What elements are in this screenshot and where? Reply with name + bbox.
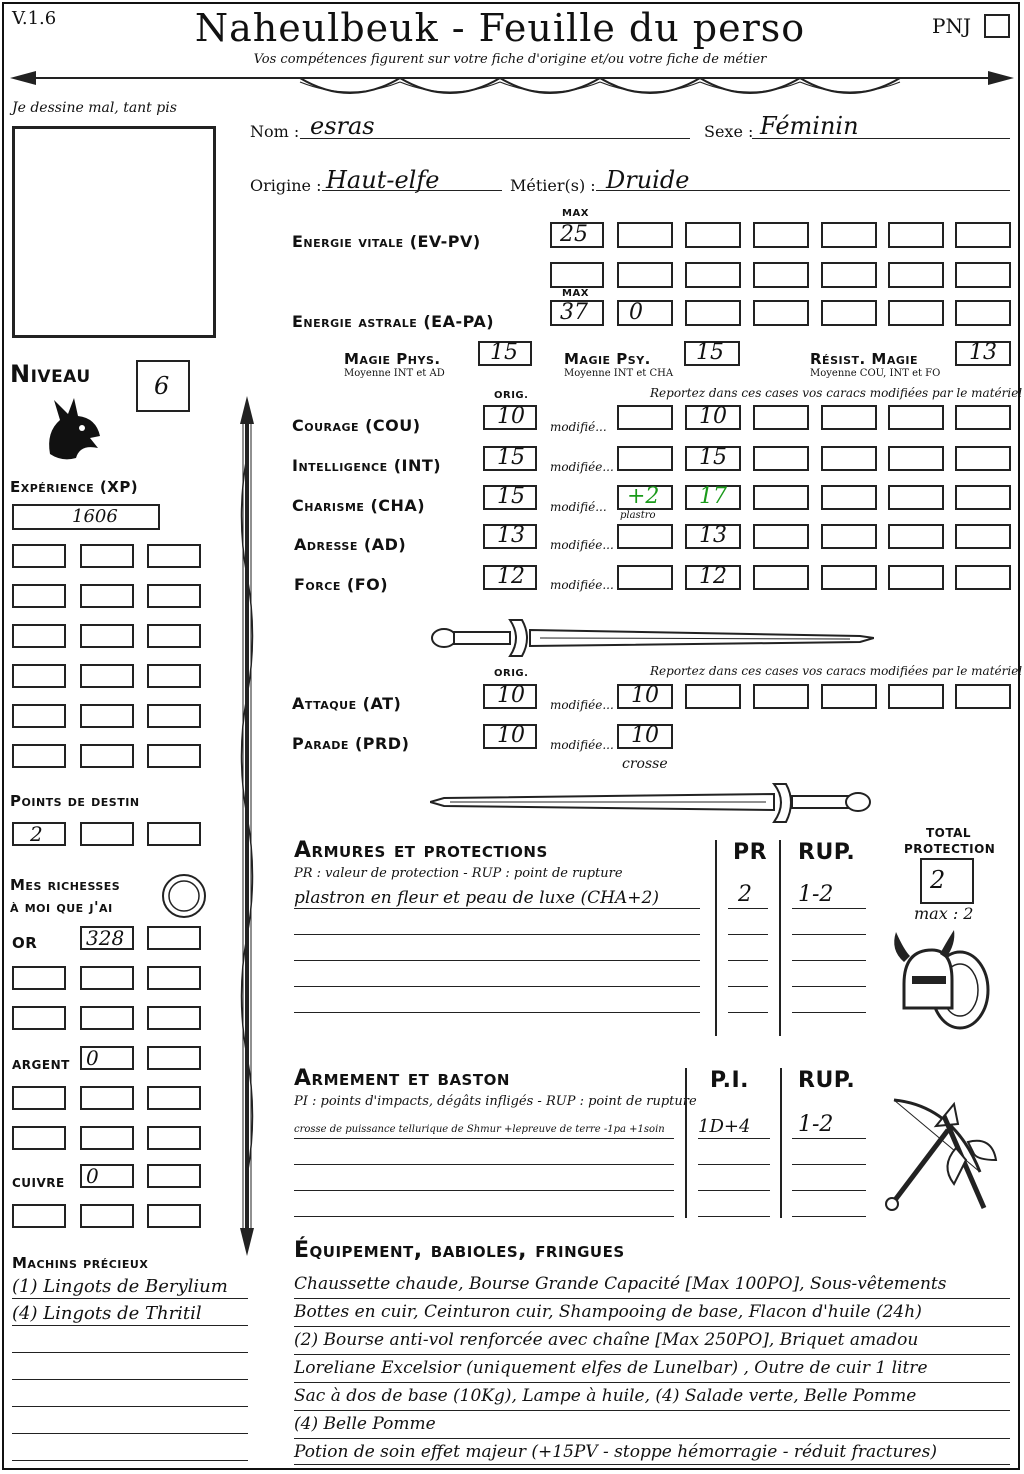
resist-magie-label: Résist. Magie xyxy=(810,350,919,368)
xp-box[interactable] xyxy=(80,544,134,568)
carac-orig-box[interactable] xyxy=(483,446,537,471)
attaque-box[interactable] xyxy=(685,684,741,709)
armement-pi-label: P.I. xyxy=(710,1068,749,1093)
carac-orig-box[interactable] xyxy=(483,524,537,549)
parade-orig-box[interactable] xyxy=(483,724,537,749)
carac-modif-label: modifiée... xyxy=(550,578,614,592)
attaque-box[interactable] xyxy=(821,684,877,709)
magie-phys-note: Moyenne INT et AD xyxy=(344,368,445,379)
armure-rup-line xyxy=(792,960,866,961)
xp-box[interactable] xyxy=(12,544,66,568)
caracs-report-note: Reportez dans ces cases vos caracs modifiées par le matériel xyxy=(650,386,1023,400)
armement-rup-label: RUP. xyxy=(798,1068,856,1093)
ev-box[interactable] xyxy=(821,262,877,288)
page-title: Naheulbeuk - Feuille du perso xyxy=(194,6,806,50)
experience-value: 1606 xyxy=(72,506,118,527)
arme-line xyxy=(294,1216,674,1217)
nom-value[interactable]: esras xyxy=(310,112,375,140)
xp-box[interactable] xyxy=(147,744,201,768)
armure-pr[interactable]: 2 xyxy=(738,882,752,907)
ea-max-label: MAX xyxy=(562,288,589,299)
xp-box[interactable] xyxy=(147,584,201,608)
ea-max-box[interactable] xyxy=(550,300,604,326)
or-box[interactable] xyxy=(80,926,134,950)
arme-line xyxy=(294,1190,674,1191)
attaque-box[interactable] xyxy=(955,684,1011,709)
equipement-rule xyxy=(294,1326,1010,1327)
xp-box[interactable] xyxy=(12,704,66,728)
machins-line xyxy=(12,1433,248,1434)
argent-label: ARGENT xyxy=(12,1058,70,1072)
spear-icon xyxy=(232,396,262,1256)
carac-box[interactable] xyxy=(955,485,1011,510)
arme-name[interactable]: crosse de puissance tellurique de Shmur +lepreuve de terre -1pa +1soin xyxy=(294,1124,665,1135)
machins-label: Machins précieux xyxy=(12,1254,149,1272)
armement-divider xyxy=(685,1068,687,1218)
arme-rup-line xyxy=(792,1190,866,1191)
carac-orig-value: 15 xyxy=(497,445,525,470)
ea-box[interactable] xyxy=(753,300,809,326)
ev-box[interactable] xyxy=(753,222,809,248)
equipement-rule xyxy=(294,1354,1010,1355)
magie-phys-label: Magie Phys. xyxy=(344,350,441,368)
xp-box[interactable] xyxy=(80,624,134,648)
carac-val-box[interactable] xyxy=(685,405,741,430)
destin-label: Points de destin xyxy=(10,792,140,810)
armure-rup-line xyxy=(792,1012,866,1013)
equipement-rule xyxy=(294,1438,1010,1439)
combat-note: crosse xyxy=(622,756,668,772)
argent-box[interactable] xyxy=(12,1126,66,1150)
armement-subtitle: PI : points d'impacts, dégâts infligés - RUP : point de rupture xyxy=(294,1094,697,1109)
xp-box[interactable] xyxy=(12,744,66,768)
nom-line xyxy=(300,138,690,139)
richesses-label-2: à moi que j'ai xyxy=(10,898,113,916)
carac-box[interactable] xyxy=(888,485,944,510)
equipement-line[interactable]: Sac à dos de base (10Kg), Lampe à huile, (4) Salade verte, Belle Pomme xyxy=(294,1386,917,1406)
carac-modif-label: modifiée... xyxy=(550,538,614,552)
xp-box[interactable] xyxy=(147,624,201,648)
or-value: 328 xyxy=(86,926,125,950)
equipement-line[interactable]: Chaussette chaude, Bourse Grande Capacité [Max 100PO], Sous-vêtements xyxy=(294,1274,947,1294)
carac-mod-box[interactable] xyxy=(617,565,673,590)
total-protection-max: max : 2 xyxy=(914,904,974,923)
parade-label: Parade (PRD) xyxy=(292,734,410,753)
ea-box[interactable] xyxy=(685,300,741,326)
arme-rup-line xyxy=(792,1138,866,1139)
carac-box[interactable] xyxy=(955,446,1011,471)
dragon-icon xyxy=(40,392,106,464)
carac-box[interactable] xyxy=(955,405,1011,430)
attaque-box[interactable] xyxy=(753,684,809,709)
armement-divider xyxy=(780,1068,782,1218)
ev-label: Energie vitale (EV-PV) xyxy=(292,232,481,251)
armure-rup-line xyxy=(792,986,866,987)
carac-orig-box[interactable] xyxy=(483,405,537,430)
armure-line xyxy=(294,1012,700,1013)
attaque-val-value: 10 xyxy=(631,683,659,708)
ea-box[interactable] xyxy=(955,300,1011,326)
carac-box[interactable] xyxy=(955,565,1011,590)
version-label: V.1.6 xyxy=(12,8,57,29)
carac-modif-label: modifiée... xyxy=(550,460,614,474)
carac-orig-value: 13 xyxy=(497,523,525,548)
cuivre-box[interactable] xyxy=(80,1204,134,1228)
attaque-box[interactable] xyxy=(888,684,944,709)
carac-box[interactable] xyxy=(753,446,809,471)
helmet-shield-icon xyxy=(890,928,994,1034)
carac-box[interactable] xyxy=(888,446,944,471)
or-box[interactable] xyxy=(12,966,66,990)
pnj-checkbox[interactable] xyxy=(984,14,1010,38)
arme-pi-line xyxy=(698,1164,770,1165)
carac-box[interactable] xyxy=(888,565,944,590)
equipement-rule xyxy=(294,1298,1010,1299)
carac-box[interactable] xyxy=(821,405,877,430)
magie-phys-value: 15 xyxy=(490,340,518,365)
equipement-rule xyxy=(294,1464,1010,1465)
arme-pi-line xyxy=(698,1190,770,1191)
armure-pr-line xyxy=(728,934,768,935)
experience-box[interactable] xyxy=(12,504,160,530)
cuivre-box[interactable] xyxy=(147,1164,201,1188)
arme-pi[interactable]: 1D+4 xyxy=(698,1116,751,1137)
or-box[interactable] xyxy=(12,1006,66,1030)
metier-label: Métier(s) : xyxy=(510,176,596,195)
niveau-label: Niveau xyxy=(10,360,91,388)
machins-line xyxy=(12,1325,248,1326)
arme-line xyxy=(294,1138,674,1139)
carac-mod-box[interactable] xyxy=(617,524,673,549)
cuivre-box[interactable] xyxy=(147,1204,201,1228)
magie-psy-value: 15 xyxy=(696,340,724,365)
ev-box[interactable] xyxy=(753,262,809,288)
carac-orig-value: 15 xyxy=(497,484,525,509)
carac-val-value: 12 xyxy=(699,564,727,589)
richesses-label-1: Mes richesses xyxy=(10,876,121,894)
carac-val-box[interactable] xyxy=(685,485,741,510)
armure-pr-line xyxy=(728,986,768,987)
cuivre-box[interactable] xyxy=(80,1164,134,1188)
ev-max-box[interactable] xyxy=(550,222,604,248)
niveau-value: 6 xyxy=(154,372,170,400)
equipement-rule xyxy=(294,1382,1010,1383)
attaque-orig-value: 10 xyxy=(497,683,525,708)
armure-rup-line xyxy=(792,908,866,909)
magie-psy-box[interactable] xyxy=(684,341,740,366)
portrait-box[interactable] xyxy=(12,126,216,338)
total-protection-box[interactable] xyxy=(920,858,974,904)
equipement-line[interactable]: Bottes en cuir, Ceinturon cuir, Shampooing de base, Flacon d'huile (24h) xyxy=(294,1302,922,1322)
machins-line xyxy=(12,1460,248,1461)
magie-psy-label: Magie Psy. xyxy=(564,350,651,368)
carac-label: Force (FO) xyxy=(294,575,389,594)
arme-line xyxy=(294,1164,674,1165)
carac-mod-note: plastro xyxy=(620,510,656,521)
armures-pr-label: PR xyxy=(733,840,768,865)
ea-box[interactable] xyxy=(617,300,673,326)
or-label: OR xyxy=(12,934,38,952)
ev-box[interactable] xyxy=(685,222,741,248)
carac-mod-box[interactable] xyxy=(617,446,673,471)
armures-divider xyxy=(715,840,717,1036)
argent-box[interactable] xyxy=(147,1126,201,1150)
weapons-icon xyxy=(884,1096,1008,1216)
or-box[interactable] xyxy=(147,966,201,990)
sexe-label: Sexe : xyxy=(704,122,754,141)
ev-box[interactable] xyxy=(617,262,673,288)
ea-current-value: 0 xyxy=(629,300,643,325)
ev-box[interactable] xyxy=(955,222,1011,248)
resist-magie-value: 13 xyxy=(969,340,997,365)
equipement-line[interactable]: (2) Bourse anti-vol renforcée avec chaîne [Max 250PO], Briquet amadou xyxy=(294,1330,919,1350)
argent-box[interactable] xyxy=(147,1086,201,1110)
armure-line xyxy=(294,960,700,961)
arme-pi-line xyxy=(698,1138,770,1139)
armures-subtitle: PR : valeur de protection - RUP : point de rupture xyxy=(294,866,623,881)
ea-label: Energie astrale (EA-PA) xyxy=(292,312,495,331)
parade-val-value: 10 xyxy=(631,723,659,748)
equipement-line[interactable]: Loreliane Excelsior (uniquement elfes de Lunelbar) , Outre de cuir 1 litre xyxy=(294,1358,928,1378)
carac-box[interactable] xyxy=(888,524,944,549)
carac-box[interactable] xyxy=(753,405,809,430)
origine-line xyxy=(322,190,502,191)
total-protection-label-2: PROTECTION xyxy=(904,842,996,856)
ev-box[interactable] xyxy=(685,262,741,288)
parade-orig-value: 10 xyxy=(497,723,525,748)
xp-box[interactable] xyxy=(12,624,66,648)
ea-max-value: 37 xyxy=(560,300,588,325)
or-box[interactable] xyxy=(80,1006,134,1030)
xp-box[interactable] xyxy=(12,664,66,688)
or-box[interactable] xyxy=(80,966,134,990)
carac-val-value: 13 xyxy=(699,523,727,548)
carac-mod-box[interactable] xyxy=(617,485,673,510)
armure-pr-line xyxy=(728,960,768,961)
or-box[interactable] xyxy=(147,1006,201,1030)
magie-psy-note: Moyenne INT et CHA xyxy=(564,368,674,379)
armures-divider xyxy=(779,840,781,1036)
armure-line xyxy=(294,986,700,987)
origine-value[interactable]: Haut-elfe xyxy=(326,166,440,194)
xp-box[interactable] xyxy=(147,544,201,568)
ea-box[interactable] xyxy=(821,300,877,326)
carac-orig-box[interactable] xyxy=(483,565,537,590)
attaque-modif-label: modifiée... xyxy=(550,698,614,712)
cuivre-box[interactable] xyxy=(12,1204,66,1228)
xp-box[interactable] xyxy=(12,584,66,608)
arme-rup-line xyxy=(792,1216,866,1217)
armure-name[interactable]: plastron en fleur et peau de luxe (CHA+2) xyxy=(294,888,659,908)
portrait-caption: Je dessine mal, tant pis xyxy=(12,100,177,116)
argent-box[interactable] xyxy=(147,1046,201,1070)
carac-val-box[interactable] xyxy=(685,446,741,471)
ev-box[interactable] xyxy=(617,222,673,248)
destin-box[interactable] xyxy=(147,822,201,846)
carac-val-value: 17 xyxy=(699,484,727,509)
metier-value[interactable]: Druide xyxy=(606,166,690,194)
argent-box[interactable] xyxy=(80,1126,134,1150)
arme-rup-line xyxy=(792,1164,866,1165)
ev-box[interactable] xyxy=(888,222,944,248)
armures-title: Armures et protections xyxy=(294,838,548,863)
argent-box[interactable] xyxy=(80,1046,134,1070)
ev-box[interactable] xyxy=(821,222,877,248)
carac-box[interactable] xyxy=(888,405,944,430)
carac-box[interactable] xyxy=(955,524,1011,549)
carac-val-value: 15 xyxy=(699,445,727,470)
carac-orig-value: 10 xyxy=(497,404,525,429)
carac-box[interactable] xyxy=(821,446,877,471)
carac-label: Charisme (CHA) xyxy=(292,496,426,515)
machins-item[interactable]: (4) Lingots de Thritil xyxy=(12,1303,202,1324)
sexe-line xyxy=(752,138,1010,139)
arme-rup[interactable]: 1-2 xyxy=(798,1112,834,1137)
ev-box[interactable] xyxy=(550,262,604,288)
sword-icon xyxy=(430,778,874,828)
ev-max-label: MAX xyxy=(562,208,589,219)
attaque-label: Attaque (AT) xyxy=(292,694,402,713)
carac-label: Intelligence (INT) xyxy=(292,456,442,475)
carac-box[interactable] xyxy=(753,485,809,510)
equipement-title: Équipement, babioles, fringues xyxy=(294,1238,625,1263)
xp-box[interactable] xyxy=(80,664,134,688)
armures-rup-label: RUP. xyxy=(798,840,856,865)
armure-pr-line xyxy=(728,1012,768,1013)
argent-value: 0 xyxy=(86,1046,99,1070)
carac-label: Adresse (AD) xyxy=(294,535,407,554)
destin-box[interactable] xyxy=(12,822,66,846)
attaque-val-box[interactable] xyxy=(617,684,673,709)
carac-box[interactable] xyxy=(821,565,877,590)
page-subtitle: Vos compétences figurent sur votre fiche d'origine et/ou votre fiche de métier xyxy=(253,52,767,67)
parade-modif-label: modifiée... xyxy=(550,738,614,752)
coin-icon xyxy=(160,872,208,920)
equipement-line[interactable]: (4) Belle Pomme xyxy=(294,1414,436,1434)
armure-pr-line xyxy=(728,908,768,909)
sexe-value[interactable]: Féminin xyxy=(760,112,859,140)
carac-box[interactable] xyxy=(821,524,877,549)
ev-max-value: 25 xyxy=(560,222,588,247)
equipement-line[interactable]: Potion de soin effet majeur (+15PV - stoppe hémorragie - réduit fractures) xyxy=(294,1442,937,1462)
resist-magie-box[interactable] xyxy=(955,341,1011,366)
ev-box[interactable] xyxy=(888,262,944,288)
xp-box[interactable] xyxy=(80,584,134,608)
armure-rup[interactable]: 1-2 xyxy=(798,882,834,907)
carac-val-value: 10 xyxy=(699,404,727,429)
xp-box[interactable] xyxy=(80,744,134,768)
armement-title: Armement et baston xyxy=(294,1066,510,1091)
carac-modif-label: modifié... xyxy=(550,500,607,514)
carac-box[interactable] xyxy=(821,485,877,510)
attaque-orig-box[interactable] xyxy=(483,684,537,709)
carac-orig-box[interactable] xyxy=(483,485,537,510)
carac-modif-label: modifié... xyxy=(550,420,607,434)
origine-label: Origine : xyxy=(250,176,322,195)
destin-box[interactable] xyxy=(80,822,134,846)
carac-box[interactable] xyxy=(753,565,809,590)
ea-box[interactable] xyxy=(888,300,944,326)
carac-mod-value: +2 xyxy=(627,484,660,509)
experience-label: Expérience (XP) xyxy=(10,478,139,496)
machins-line xyxy=(12,1406,248,1407)
parade-val-box[interactable] xyxy=(617,724,673,749)
carac-label: Courage (COU) xyxy=(292,416,421,435)
carac-val-box[interactable] xyxy=(685,524,741,549)
or-box[interactable] xyxy=(147,926,201,950)
machins-line xyxy=(12,1298,248,1299)
destin-value: 2 xyxy=(30,822,43,846)
xp-box[interactable] xyxy=(80,704,134,728)
argent-box[interactable] xyxy=(12,1086,66,1110)
cuivre-value: 0 xyxy=(86,1164,99,1188)
total-protection-label-1: TOTAL xyxy=(926,826,972,840)
carac-mod-box[interactable] xyxy=(617,405,673,430)
niveau-box[interactable] xyxy=(136,360,190,412)
total-protection-value: 2 xyxy=(930,866,946,894)
caracs-orig-label: ORIG. xyxy=(494,390,529,401)
combat-orig-label: ORIG. xyxy=(494,668,529,679)
combat-report-note: Reportez dans ces cases vos caracs modifiées par le matériel xyxy=(650,664,1023,678)
resist-magie-note: Moyenne COU, INT et FO xyxy=(810,368,941,379)
machins-item[interactable]: (1) Lingots de Berylium xyxy=(12,1276,228,1297)
armure-line xyxy=(294,908,700,909)
xp-box[interactable] xyxy=(147,664,201,688)
machins-line xyxy=(12,1352,248,1353)
ev-box[interactable] xyxy=(955,262,1011,288)
cuivre-label: CUIVRE xyxy=(12,1176,65,1190)
carac-orig-value: 12 xyxy=(497,564,525,589)
carac-box[interactable] xyxy=(753,524,809,549)
xp-box[interactable] xyxy=(147,704,201,728)
sword-icon xyxy=(430,612,874,662)
nom-label: Nom : xyxy=(250,122,300,141)
carac-val-box[interactable] xyxy=(685,565,741,590)
metier-line xyxy=(596,190,1010,191)
equipement-rule xyxy=(294,1410,1010,1411)
argent-box[interactable] xyxy=(80,1086,134,1110)
pnj-label: PNJ xyxy=(932,14,971,38)
armure-line xyxy=(294,934,700,935)
machins-line xyxy=(12,1379,248,1380)
magie-phys-box[interactable] xyxy=(478,341,532,366)
arme-pi-line xyxy=(698,1216,770,1217)
armure-rup-line xyxy=(792,934,866,935)
